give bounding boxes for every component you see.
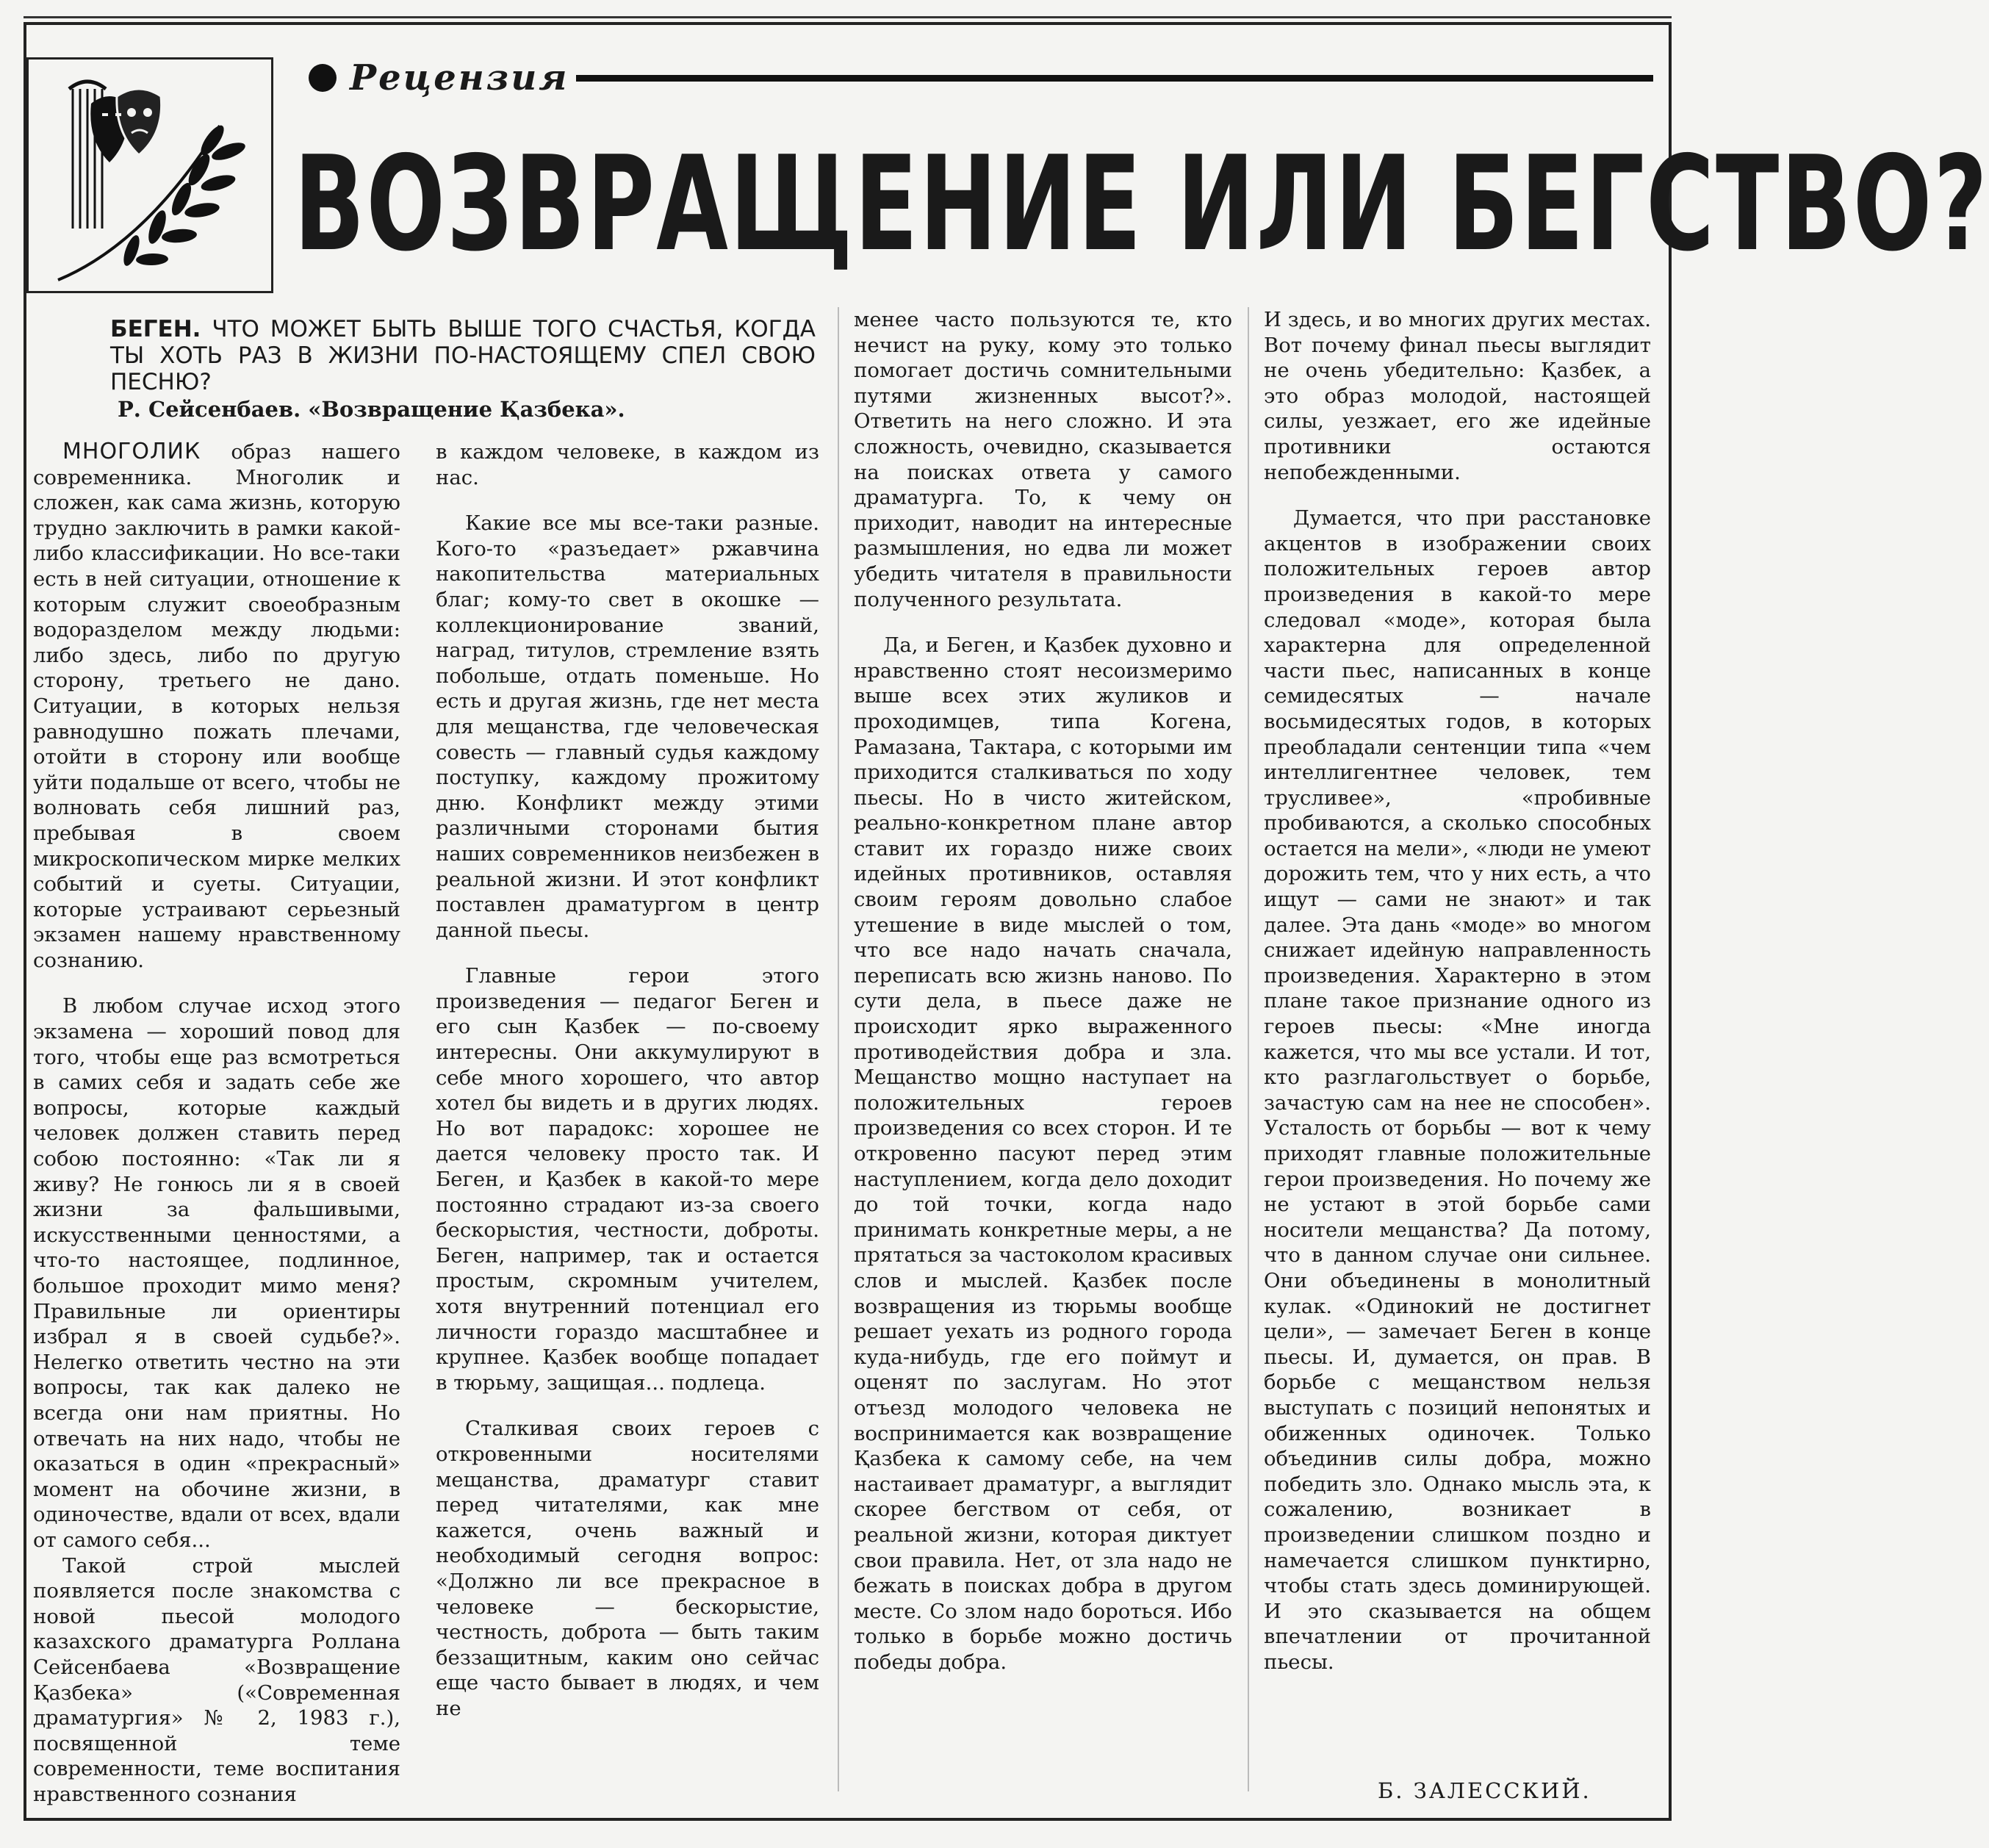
rubric-line [309, 56, 1653, 100]
epigraph-speaker: БЕГЕН. [110, 316, 201, 342]
paragraph: В любом случае исход этого экзамена — хороший повод для того, чтобы еще раз всмотреться в самих себя и задать себе же вопросы, которые каждый человек должен ставить перед собою постоянно: «Так ли я живу? Не гонюсь ли я в своей жизни за фальшивыми, искусственными ценностями, а что-то настоящее, подлинное, большое проходит мимо меня? Правильные ли ориентиры избрал я в своей судьбе?». Нелегко ответить честно на эти вопросы, так как далеко не всегда они нам приятны. Но отвечать на них надо, чтобы не оказаться в один «прекрасный» момент на обочине жизни, в одиночестве, вдали от всех, вдали от самого себя... [33, 994, 400, 1552]
paragraph: менее часто пользуются те, кто нечист на руку, кому это только помогает достичь сомнительными путями жизненных высот?». Ответить на него сложно. И эта сложность, очевидно, сказывается на поисках ответа у самого драматурга. То, к чему он приходит, наводит на интересные размышления, но едва ли может убедить читателя в правильности полученного результата. [854, 308, 1232, 611]
epigraph-source: Р. Сейсенбаев. «Возвращение Қазбека». [118, 397, 625, 422]
epigraph-text: ЧТО МОЖЕТ БЫТЬ ВЫШЕ ТОГО СЧАСТЬЯ, КОГДА ТЫ ХОТЬ РАЗ В ЖИЗНИ ПО-НАСТОЯЩЕМУ СПЕЛ СВОЮ ПЕСНЮ? [110, 316, 816, 395]
headline: ВОЗВРАЩЕНИЕ ИЛИ БЕГСТВО? [294, 128, 1989, 280]
column-2 [436, 439, 819, 1722]
paragraph: Да, и Беген, и Қазбек духовно и нравственно стоят несоизмеримо выше всех этих жуликов и проходимцев, типа Когена, Рамазана, Тактара, с которыми им приходится сталкиваться по ходу пьесы. Но в чисто житейском, реально-конкретном плане автор ставит их гораздо ниже своих идейных противников, оставляя своим героям довольно слабое утешение в виде мыслей о том, что все надо начать сначала, переписать всю жизнь наново. По сути дела, в пьесе даже не происходит ярко выраженного противодействия добра и зла. Мещанство мощно наступает на положительных героев произведения со всех сторон. И те откровенно пасуют перед этим наступлением, когда дело доходит до той точки, когда надо принимать конкретные меры, а не прятаться за частоколом красивых слов и мыслей. Қазбек после возвращения из тюрьмы вообще решает уехать из родного города куда-нибудь, где его поймут и оценят по заслугам. Но этот отъезд молодого человека не воспринимается как возвращение Қазбека к самому себе, на чем настаивает драматург, а выглядит скорее бегством от себя, от реальной жизни, которая диктует свои правила. Нет, от зла надо не бежать в поисках добра в другом месте. Со злом надо бороться. Ибо только в борьбе можно достичь победы добра. [854, 633, 1232, 1674]
theatre-masks-laurel-icon [29, 60, 271, 291]
bullet-icon [309, 64, 337, 92]
column-4 [1264, 307, 1651, 1675]
author-signature: Б. ЗАЛЕССКИЙ. [1378, 1778, 1591, 1803]
paragraph-text: образ нашего современника. Многолик и сложен, как сама жизнь, которую трудно заключить в рамки какой-либо классификации. Но все-таки есть в ней ситуации, отношение к которым служит своеобразным водоразделом между людьми: либо здесь, либо по другую сторону, третьего не дано. Ситуации, в которых нельзя равнодушно пожать плечами, отойти в сторону или вообще уйти подальше от всего, чтобы не волновать себя лишний раз, пребывая в своем микроскопическом мирке мелких событий и суеты. Ситуации, которые устраивают серьезный экзамен нашему нравственному сознанию. [33, 440, 400, 972]
paragraph: Главные герои этого произведения — педагог Беген и его сын Қазбек — по-своему интересны. Они аккумулируют в себе много хорошего, что автор хотел бы видеть и в других людях. Но вот парадокс: хорошее не дается человеку просто так. И Беген, и Қазбек в какой-то мере постоянно страдают из-за своего бескорыстия, честности, доброты. Беген, например, так и остается простым, скромным учителем, хотя внутренний потенциал его личности гораздо масштабнее и крупнее. Қазбек вообще попадает в тюрьму, защищая... подлеца. [436, 964, 819, 1395]
epigraph [110, 316, 816, 395]
paragraph: Какие все мы все-таки разные. Кого-то «разъедает» ржавчина накопительства материальных благ; кому-то свет в окошке — коллекционирование званий, наград, титулов, стремление взять побольше, отдать поменьше. Но есть и другая жизнь, где нет места для мещанства, где человеческая совесть — главный судья каждому поступку, каждому прожитому дню. Конфликт между этими различными сторонами бытия наших современников неизбежен в реальной жизни. И этот конфликт поставлен драматургом в центр данной пьесы. [436, 511, 819, 942]
column-3 [854, 307, 1232, 1675]
paragraph: Такой строй мыслей появляется после знакомства с новой пьесой молодого казахского драматурга Роллана Сейсенбаева «Возвращение Қазбека» («Современная драматургия» № 2, 1983 г.), посвященной теме современности, теме воспитания нравственного сознания [33, 1553, 400, 1806]
paragraph: Сталкивая своих героев с откровенными носителями мещанства, драматург ставит перед читателями, как мне кажется, очень важный и необходимый сегодня вопрос: «Должно ли все прекрасное в человеке — бескорыстие, честность, доброта — быть таким беззащитным, каким оно сейчас еще часто бывает в людях, и чем не [436, 1417, 819, 1720]
paragraph: Думается, что при расстановке акцентов в изображении своих положительных героев автор произведения в какой-то мере следовал «моде», которая была характерна для определенной части пьес, написанных в конце семидесятых — начале восьмидесятых годов, в которых преобладали сентенции типа «чем интеллигентнее человек, тем трусливее», «пробивные пробиваются, а сколько способных остается на мели», «люди не умеют дорожить тем, что у них есть, а что ищут — сами не знают» и так далее. Эта дань «моде» во многом снижает идейную направленность произведения. Характерно в этом плане такое признание одного из героев пьесы: «Мне иногда кажется, что мы все устали. И тот, кто разглагольствует о борьбе, зачастую сам на нее не способен». Усталость от борьбы — вот к чему приходят главные положительные герои произведения. Но почему же не устают в этой борьбе сами носители мещанства? Да потому, что в данном случае они сильнее. Они объединены в монолитный кулак. «Одинокий не достигнет цели», — замечает Беген в конце пьесы. И, думается, он прав. В борьбе с мещанством нельзя выступать с позиций непонятых и обиженных одиночек. Только объединив силы добра, можно победить зло. Однако мысль эта, к сожалению, возникает в произведении слишком поздно и намечается слишком пунктирно, чтобы стать здесь доминирующей. И это сказывается на общем впечатлении от прочитанной пьесы. [1264, 506, 1651, 1674]
lead-word: МНОГОЛИК [62, 439, 201, 464]
rubric-label: Рецензия [350, 57, 569, 98]
rubric-rule [576, 75, 1653, 82]
column-1 [33, 439, 400, 1807]
theatre-emblem [26, 57, 273, 293]
paragraph: в каждом человеке, в каждом из нас. [436, 440, 819, 489]
paragraph: И здесь, и во многих других местах. Вот почему финал пьесы выглядит не очень убедительно: Қазбек, а это образ молодой, настоящей силы, уезжает, его же идейные противники остаются непобежденными. [1264, 308, 1651, 484]
column-rule [1248, 307, 1249, 1791]
paragraph [33, 439, 400, 973]
top-rule [24, 16, 1672, 18]
column-rule [838, 307, 839, 1791]
